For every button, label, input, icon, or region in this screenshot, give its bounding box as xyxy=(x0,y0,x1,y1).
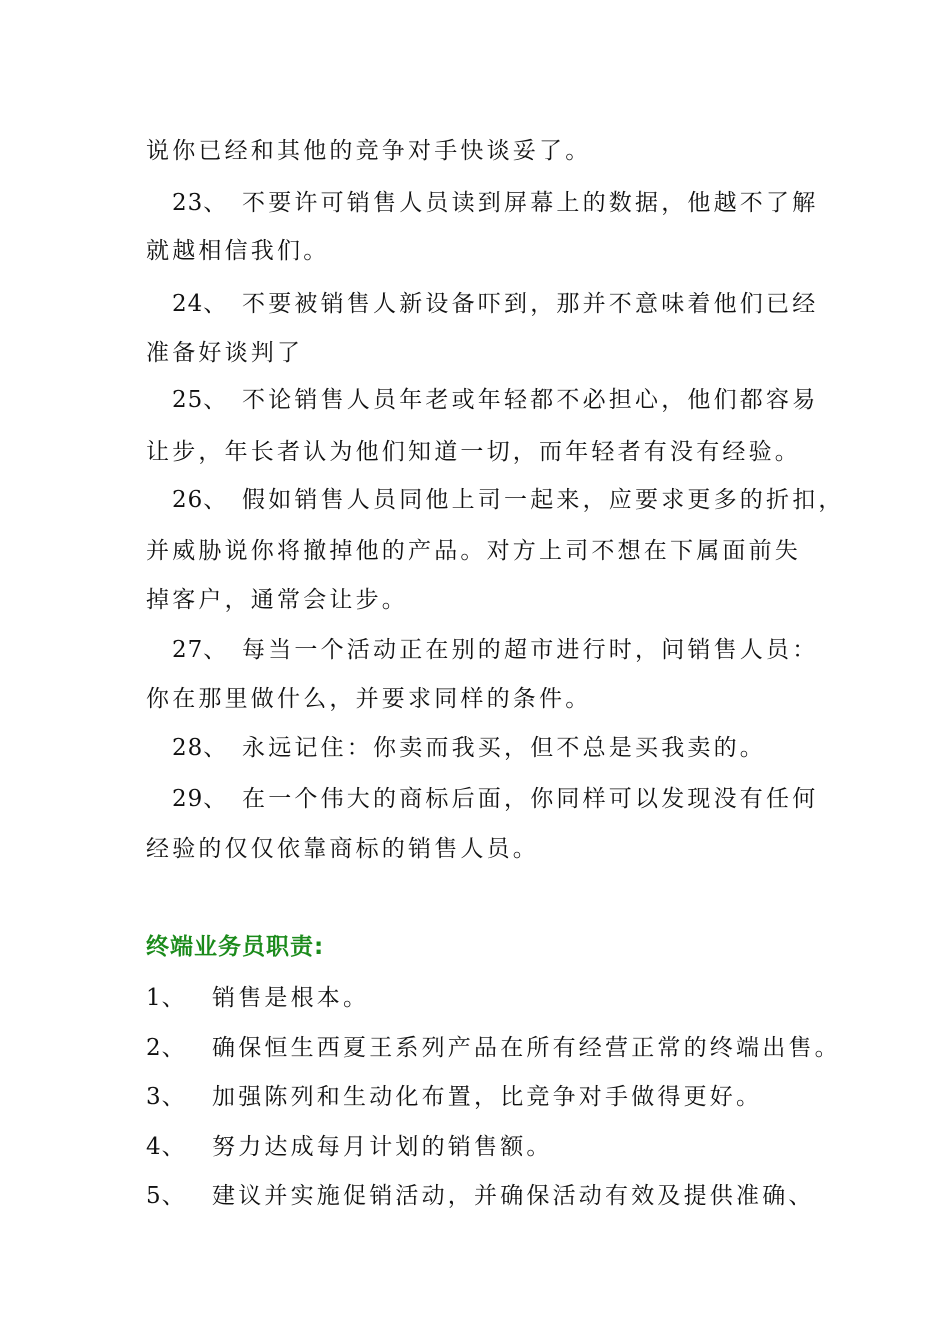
tip-23-line-1 xyxy=(172,188,818,218)
tip-number: 23、 xyxy=(172,190,228,216)
duty-number: 4、 xyxy=(146,1134,186,1160)
tip-27-line-2: 你在那里做什么，并要求同样的条件。 xyxy=(146,686,592,712)
duty-number: 5、 xyxy=(146,1183,186,1209)
duty-item-5 xyxy=(146,1181,815,1211)
duty-text: 努力达成每月计划的销售额。 xyxy=(212,1134,553,1160)
tip-text: 不要被销售人新设备吓到，那并不意味着他们已经 xyxy=(242,291,819,317)
tip-26-line-1 xyxy=(172,485,845,515)
tip-29-line-1 xyxy=(172,784,818,814)
continuation-line: 说你已经和其他的竞争对手快谈妥了。 xyxy=(146,138,592,164)
tip-number: 25、 xyxy=(172,387,228,413)
tip-25-line-1 xyxy=(172,385,818,415)
duty-text: 确保恒生西夏王系列产品在所有经营正常的终端出售。 xyxy=(212,1035,841,1061)
duty-number: 1、 xyxy=(146,985,186,1011)
duty-text: 销售是根本。 xyxy=(212,985,370,1011)
tip-number: 24、 xyxy=(172,291,228,317)
tip-text: 永远记住：你卖而我买，但不总是买我卖的。 xyxy=(242,735,766,761)
tip-25-line-2: 让步，年长者认为他们知道一切，而年轻者有没有经验。 xyxy=(146,439,801,465)
tip-text: 在一个伟大的商标后面，你同样可以发现没有任何 xyxy=(242,786,819,812)
tip-text: 每当一个活动正在别的超市进行时，问销售人员： xyxy=(242,637,819,663)
tip-number: 26、 xyxy=(172,487,228,513)
duty-item-4 xyxy=(146,1132,553,1162)
tip-number: 29、 xyxy=(172,786,228,812)
duty-number: 2、 xyxy=(146,1035,186,1061)
tip-number: 28、 xyxy=(172,735,228,761)
tip-text: 不论销售人员年老或年轻都不必担心，他们都容易 xyxy=(242,387,819,413)
tip-27-line-1 xyxy=(172,635,818,665)
section-heading: 终端业务员职责: xyxy=(146,934,325,960)
duty-item-2 xyxy=(146,1033,841,1063)
tip-26-line-2: 并威胁说你将撤掉他的产品。对方上司不想在下属面前失 xyxy=(146,538,801,564)
tip-24-line-1 xyxy=(172,289,818,319)
duty-text: 建议并实施促销活动，并确保活动有效及提供准确、 xyxy=(212,1183,815,1209)
tip-26-line-3: 掉客户，通常会让步。 xyxy=(146,587,408,613)
tip-29-line-2: 经验的仅仅依靠商标的销售人员。 xyxy=(146,836,539,862)
tip-text: 假如销售人员同他上司一起来，应要求更多的折扣， xyxy=(242,487,845,513)
tip-text: 不要许可销售人员读到屏幕上的数据，他越不了解 xyxy=(242,190,819,216)
tip-number: 27、 xyxy=(172,637,228,663)
tip-24-line-2: 准备好谈判了 xyxy=(146,340,304,366)
duty-text: 加强陈列和生动化布置，比竞争对手做得更好。 xyxy=(212,1084,763,1110)
tip-28-line-1 xyxy=(172,733,766,763)
duty-item-3 xyxy=(146,1082,762,1112)
tip-23-line-2: 就越相信我们。 xyxy=(146,238,330,264)
duty-item-1 xyxy=(146,983,369,1013)
duty-number: 3、 xyxy=(146,1084,186,1110)
